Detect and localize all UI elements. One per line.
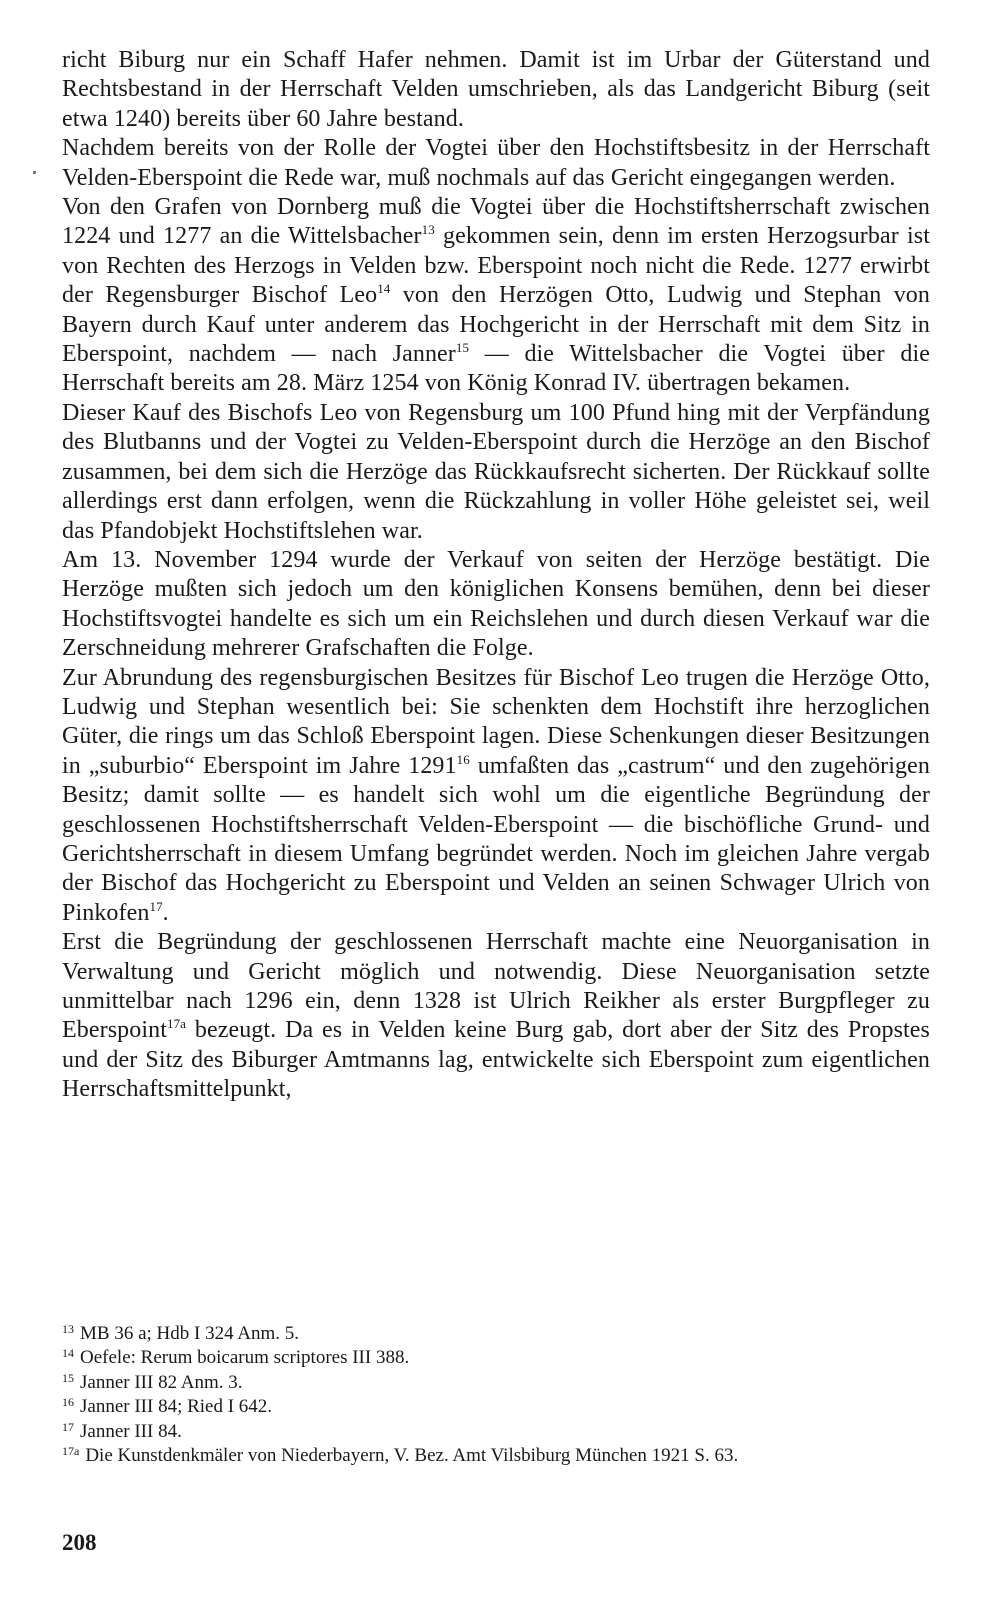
footnote-text: MB 36 a; Hdb I 324 Anm. 5. (80, 1323, 300, 1344)
footnote-ref-13[interactable]: 13 (421, 222, 435, 238)
paragraph-3 (62, 193, 930, 399)
page-number: 208 (62, 1530, 97, 1555)
footnote-17a (62, 1444, 930, 1468)
paragraph-3-text-d: — die Wittelsbacher die Vogtei über die Herrschaft bereits am 28. März 1254 von König Konrad IV. übertragen bekamen. (62, 341, 930, 397)
paragraph-7-text-a: Erst die Begründung der geschlossenen Herrschaft machte eine Neuorganisation in Verwaltung und Gericht möglich und notwendig. Diese Neuorganisation setzte unmittelbar nach 1296 ein, denn 1328 ist Ulrich Reikher als erster Burgpfleger zu Eberspoint (62, 929, 930, 1044)
footnotes (62, 1322, 930, 1468)
paragraph-7 (62, 928, 930, 1104)
paragraph-3-text-c: von den Herzögen Otto, Ludwig und Stephan von Bayern durch Kauf unter anderem das Hochgericht in der Herrschaft mit dem Sitz in Eberspoint, nachdem — nach Janner (62, 282, 930, 368)
scan-speck (33, 171, 36, 174)
footnote-text: Oefele: Rerum boicarum scriptores III 388. (80, 1347, 410, 1369)
footnote-13 (62, 1322, 930, 1346)
paragraph-6-text-a: Zur Abrundung des regensburgischen Besitzes für Bischof Leo trugen die Herzöge Otto, Ludwig und Stephan wesentlich bei: Sie schenkten dem Hochstift ihre herzoglichen Güter, die rings um das Schloß Eberspoint lagen. Diese Schenkungen dieser Besitzungen in „suburbio“ Eberspoint im Jahre 1291 (62, 664, 930, 779)
footnote-text: Die Kunstdenkmäler von Niederbayern, V. Bez. Amt Vilsbiburg München 1921 S. 63. (85, 1445, 739, 1467)
footnote-mark: 16 (62, 1395, 74, 1410)
footnote-ref-15[interactable]: 15 (455, 340, 470, 356)
paragraph-2: Nachdem bereits von der Rolle der Vogtei über den Hochstiftsbesitz in der Herrschaft Velden-Eberspoint die Rede war, muß nochmals auf das Gericht eingegangen werden. (62, 135, 930, 191)
footnote-text: Janner III 84. (80, 1420, 182, 1442)
footnote-mark: 13 (62, 1322, 74, 1336)
footnote-15 (62, 1371, 930, 1395)
footnote-17 (62, 1420, 930, 1444)
footnote-ref-14[interactable]: 14 (377, 281, 391, 297)
paragraph-5: Am 13. November 1294 wurde der Verkauf von seiten der Herzöge bestätigt. Die Herzöge mußten sich jedoch um den königlichen Konsens bemühen, denn bei dieser Hochstiftsvogtei handelte es sich um ein Reichslehen und durch diesen Verkauf war die Zerschneidung mehrerer Grafschaften die Folge. (62, 546, 930, 662)
footnote-text: Janner III 84; Ried I 642. (80, 1396, 273, 1418)
footnote-mark: 15 (62, 1370, 74, 1385)
footnote-ref-17[interactable]: 17 (149, 898, 163, 914)
footnote-14 (62, 1346, 930, 1370)
footnote-16 (62, 1395, 930, 1419)
paragraph-6-text-b: umfaßten das „castrum“ und den zugehörigen Besitz; damit sollte — es handelt sich wohl um die eigentliche Begründung der geschlossenen Hochstiftsherrschaft Velden-Eberspoint — die bischöfliche Grund- und Gerichtsherrschaft in diesem Umfang begründet werden. Noch im gleichen Jahre vergab der Bischof das Hochgericht zu Eberspoint und Velden an seinen Schwager Ulrich von Pinkofen (62, 752, 930, 926)
page-body (62, 46, 930, 1105)
paragraph-1: richt Biburg nur ein Schaff Hafer nehmen. Damit ist im Urbar der Güterstand und Rechtsbestand in der Herrschaft Velden umschrieben, als das Landgericht Biburg (seit etwa 1240) bereits über 60 Jahre bestand. (62, 47, 930, 132)
paragraph-3-text-b: gekommen sein, denn im ersten Herzogsurbar ist von Rechten des Herzogs in Velden bzw. Eberspoint noch nicht die Rede. 1277 erwirbt der Regensburger Bischof Leo (62, 223, 930, 309)
footnote-text: Janner III 82 Anm. 3. (80, 1371, 243, 1393)
footnote-ref-17a[interactable]: 17a (166, 1016, 187, 1032)
footnote-mark: 14 (62, 1346, 74, 1361)
paragraph-3-text-a: Von den Grafen von Dornberg muß die Vogtei über die Hochstiftsherrschaft zwischen 1224 und 1277 an die Wittelsbacher (62, 194, 930, 250)
footnote-mark: 17 (62, 1419, 74, 1434)
paragraph-7-text-b: bezeugt. Da es in Velden keine Burg gab, dort aber der Sitz des Propstes und der Sitz des Biburger Amtmanns lag, entwickelte sich Eberspoint zum eigentlichen Herrschaftsmittelpunkt, (62, 1017, 930, 1103)
footnote-mark: 17a (62, 1444, 80, 1459)
footnote-ref-16[interactable]: 16 (456, 751, 470, 767)
paragraph-6 (62, 664, 930, 929)
paragraph-4: Dieser Kauf des Bischofs Leo von Regensburg um 100 Pfund hing mit der Verpfändung des Blutbanns und der Vogtei zu Velden-Eberspoint durch die Herzöge an den Bischof zusammen, bei dem sich die Herzöge das Rückkaufsrecht sicherten. Der Rückkauf sollte allerdings erst dann erfolgen, wenn die Rückzahlung in voller Höhe geleistet sei, weil das Pfandobjekt Hochstiftslehen war. (62, 399, 930, 544)
paragraph-6-text-c: . (162, 899, 169, 926)
